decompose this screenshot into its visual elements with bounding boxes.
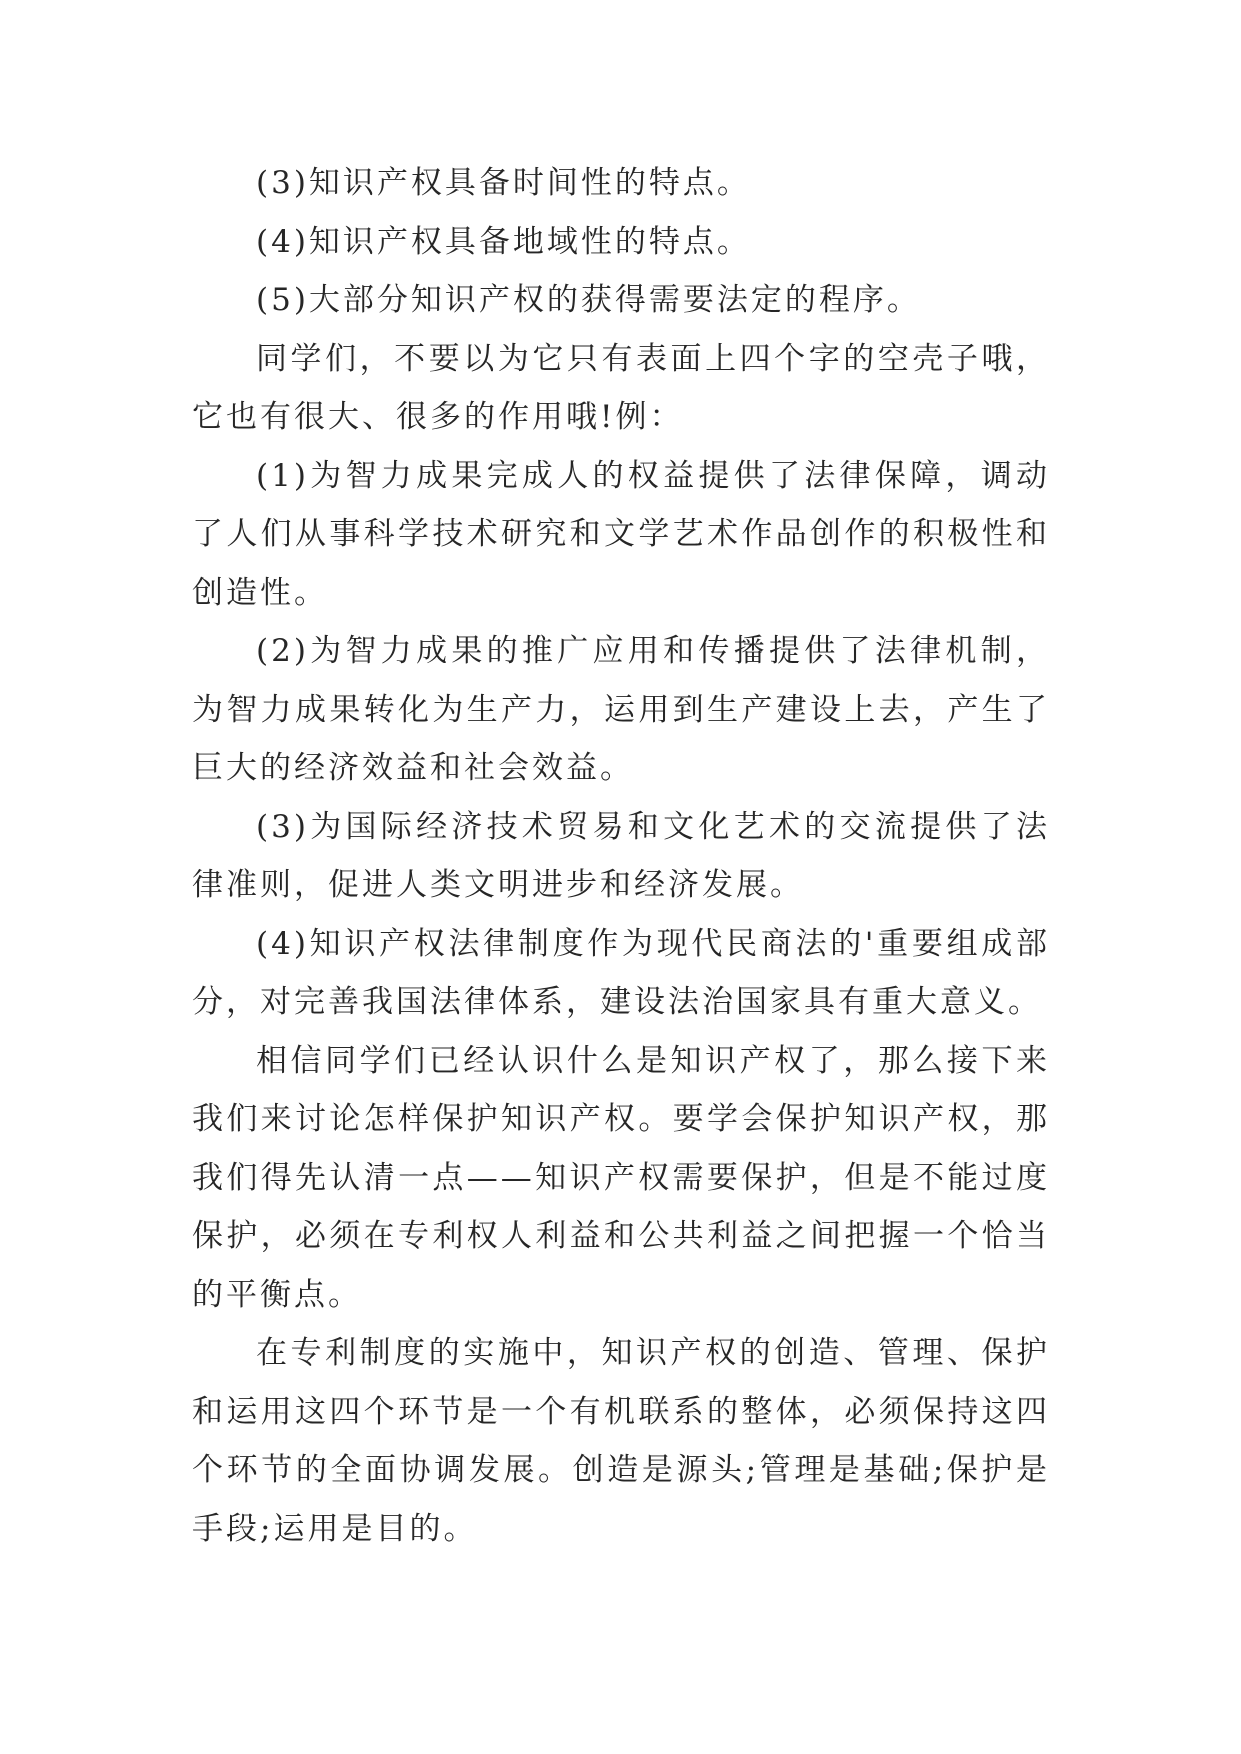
paragraph-effect-4: (4)知识产权法律制度作为现代民商法的'重要组成部分，对完善我国法律体系，建设法治国家具有重大意义。 [192,925,1050,1020]
paragraph-item-3-time: (3)知识产权具备时间性的特点。 [256,165,751,201]
paragraph-effect-3: (3)为国际经济技术贸易和文化艺术的交流提供了法律准则，促进人类文明进步和经济发展。 [192,808,1050,903]
document-body [192,154,1050,1558]
paragraph-item-5-procedure: (5)大部分知识产权的获得需要法定的程序。 [256,282,921,318]
paragraph-item-4-region: (4)知识产权具备地域性的特点。 [256,223,751,260]
paragraph-effect-1: (1)为智力成果完成人的权益提供了法律保障，调动了人们从事科学技术研究和文学艺术作品创作的积极性和创造性。 [192,457,1050,611]
paragraph-intro-effects: 同学们，不要以为它只有表面上四个字的空壳子哦，它也有很大、很多的作用哦!例： [192,340,1050,435]
paragraph-protection: 相信同学们已经认识什么是知识产权了，那么接下来我们来讨论怎样保护知识产权。要学会保护知识产权，那我们得先认清一点——知识产权需要保护，但是不能过度保护，必须在专利权人利益和公共利益之间把握一个恰当的平衡点。 [192,1042,1050,1313]
paragraph-effect-2: (2)为智力成果的推广应用和传播提供了法律机制，为智力成果转化为生产力，运用到生产建设上去，产生了巨大的经济效益和社会效益。 [192,633,1050,786]
paragraph-patent-system: 在专利制度的实施中，知识产权的创造、管理、保护和运用这四个环节是一个有机联系的整体，必须保持这四个环节的全面协调发展。创造是源头;管理是基础;保护是手段;运用是目的。 [192,1335,1050,1547]
